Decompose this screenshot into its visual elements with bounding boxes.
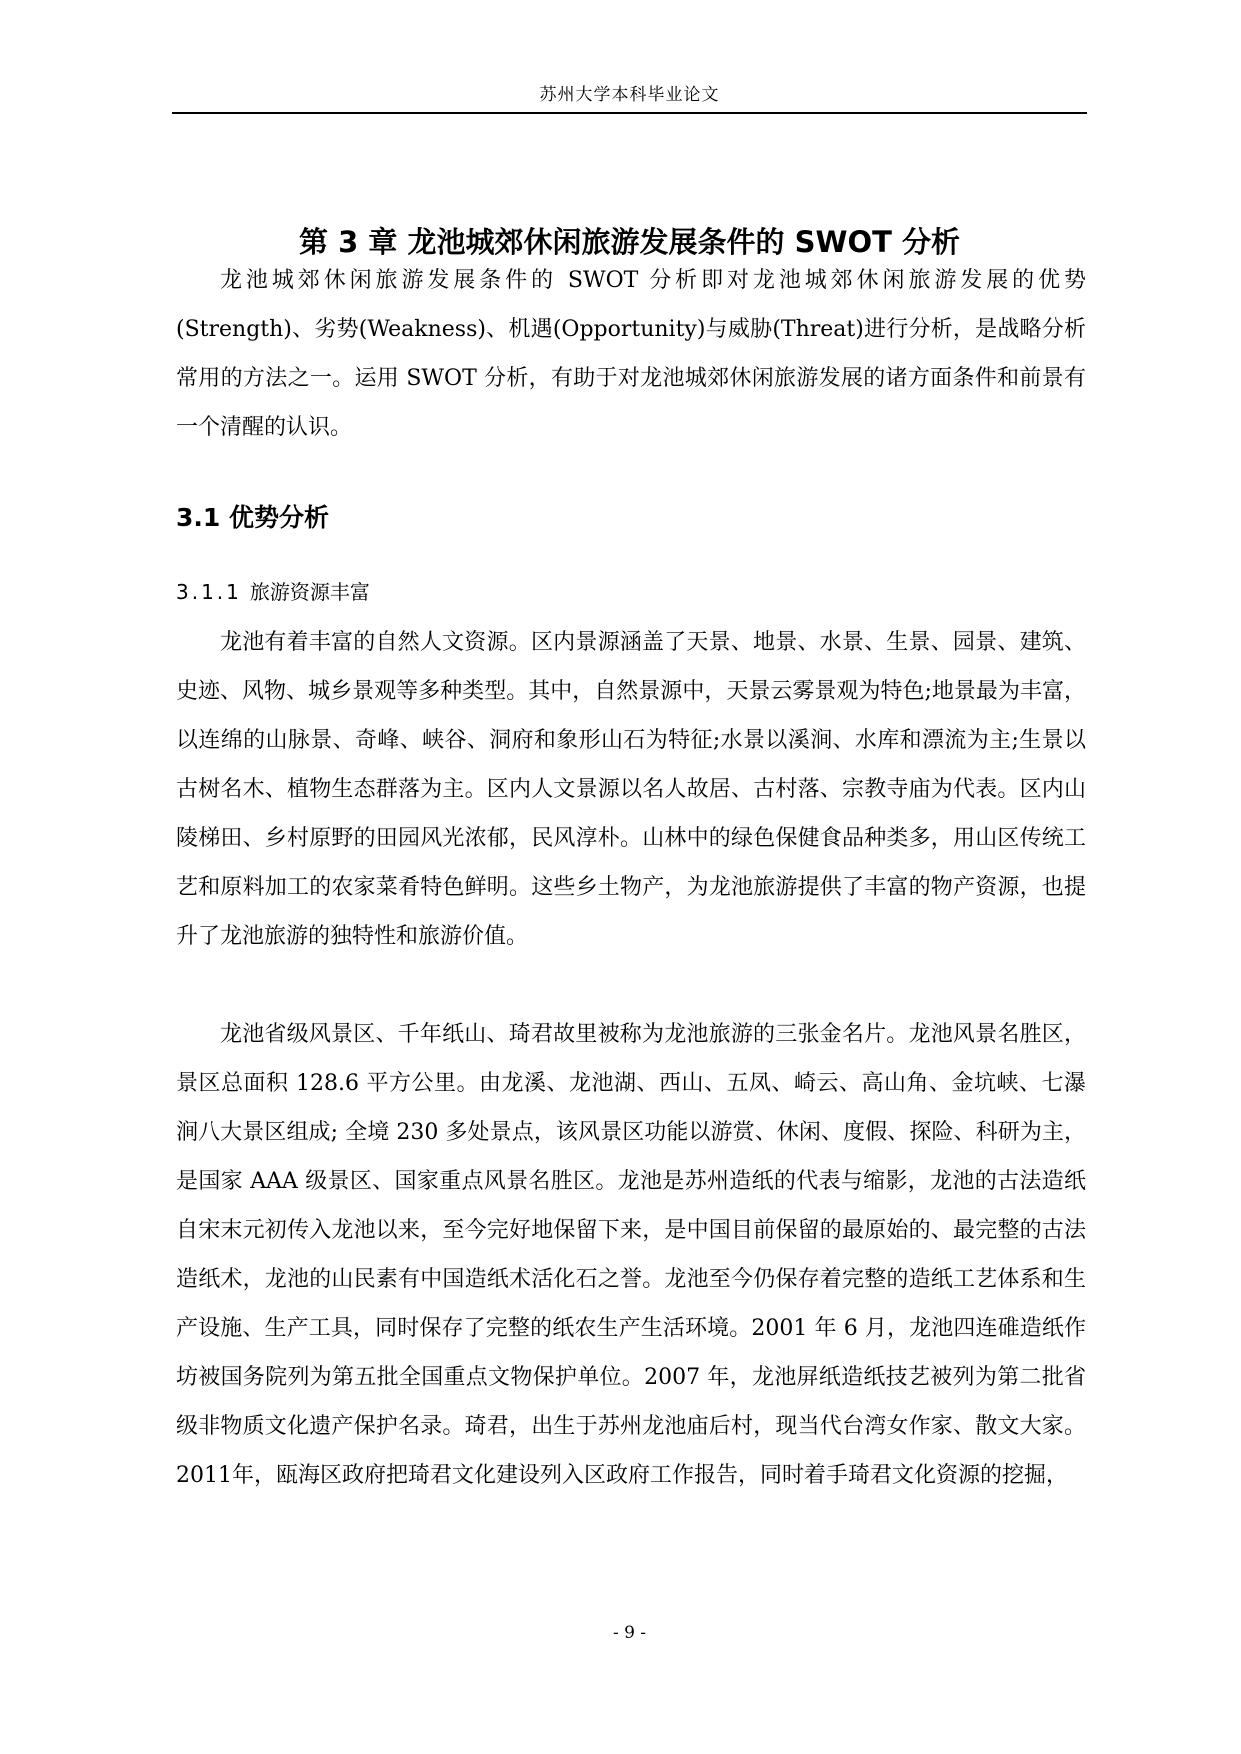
- chapter-intro-paragraph: 龙池城郊休闲旅游发展条件的 SWOT 分析即对龙池城郊休闲旅游发展的优势(Strength)、劣势(Weakness)、机遇(Opportunity)与威胁(Threat)进行分析，是战略分析常用的方法之一。运用 SWOT 分析，有助于对龙池城郊休闲旅游发展的诸方面条件和前景有一个清醒的认识。: [176, 268, 1086, 440]
- header-rule: [172, 112, 1087, 114]
- section-heading: [176, 501, 329, 535]
- body-paragraph: 龙池省级风景区、千年纸山、琦君故里被称为龙池旅游的三张金名片。龙池风景名胜区，景区总面积 128.6 平方公里。由龙溪、龙池湖、西山、五凤、崎云、高山角、金坑峡、七瀑涧八大景区组成; 全境 230 多处景点，该风景区功能以游赏、休闲、度假、探险、科研为主，是国家 AAA 级景区、国家重点风景名胜区。龙池是苏州造纸的代表与缩影，龙池的古法造纸自宋末元初传入龙池以来，至今完好地保留下来，是中国目前保留的最原始的、最完整的古法造纸术，龙池的山民素有中国造纸术活化石之誉。龙池至今仍保存着完整的造纸工艺体系和生产设施、生产工具，同时保存了完整的纸农生产生活环境。2001 年 6 月，龙池四连碓造纸作坊被国务院列为第五批全国重点文物保护单位。2007 年，龙池屏纸造纸技艺被列为第二批省级非物质文化遗产保护名录。琦君，出生于苏州龙池庙后村，现当代台湾女作家、散文大家。2011年，瓯海区政府把琦君文化建设列入区政府工作报告，同时着手琦君文化资源的挖掘，: [176, 1022, 1086, 1488]
- subsection-heading: [176, 578, 370, 606]
- chapter-title: 第 3 章 龙池城郊休闲旅游发展条件的 SWOT 分析: [299, 225, 960, 259]
- body-paragraph: 龙池有着丰富的自然人文资源。区内景源涵盖了天景、地景、水景、生景、园景、建筑、史迹、风物、城乡景观等多种类型。其中，自然景源中，天景云雾景观为特色;地景最为丰富，以连绵的山脉景、奇峰、峡谷、洞府和象形山石为特征;水景以溪涧、水库和漂流为主;生景以古树名木、植物生态群落为主。区内人文景源以名人故居、古村落、宗教寺庙为代表。区内山陵梯田、乡村原野的田园风光浓郁，民风淳朴。山林中的绿色保健食品种类多，用山区传统工艺和原料加工的农家菜肴特色鲜明。这些乡土物产，为龙池旅游提供了丰富的物产资源，也提升了龙池旅游的独特性和旅游价值。: [176, 630, 1086, 949]
- running-header: 苏州大学本科毕业论文: [539, 85, 720, 105]
- page-number: - 9 -: [612, 1623, 647, 1643]
- section-number: 3.1: [176, 503, 221, 532]
- subsection-number: 3.1.1: [176, 580, 242, 604]
- section-title: 优势分析: [229, 503, 330, 532]
- subsection-title: 旅游资源丰富: [249, 580, 370, 604]
